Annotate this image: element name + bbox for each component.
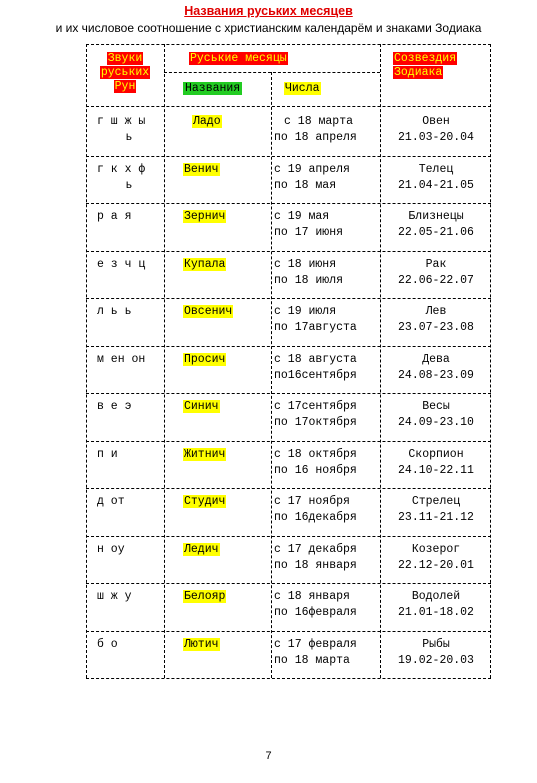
month-name: Белояр: [184, 590, 226, 603]
table-border-bottom: [86, 678, 491, 679]
header-names-label: Названия: [185, 82, 241, 95]
row-separator: [86, 393, 491, 394]
row-sounds: е з ч ц: [97, 258, 146, 271]
row-zodiac: Рыбы 19.02-20.03: [398, 638, 474, 667]
row-separator: [86, 346, 491, 347]
row-sounds: б о: [97, 638, 118, 651]
row-sounds: ш ж у: [97, 590, 132, 603]
row-numbers: с 18 августа по16сентября: [274, 353, 357, 382]
row-separator: [86, 536, 491, 537]
month-name: Просич: [184, 353, 226, 366]
row-zodiac: Весы 24.09-23.10: [398, 400, 474, 429]
row-numbers: с 19 мая по 17 июня: [274, 210, 344, 239]
header-names: [183, 82, 242, 96]
header-constellations-line1: Созвездия: [394, 52, 457, 65]
row-numbers: с 17 февраля по 18 марта: [274, 638, 357, 667]
row-sounds: н оу: [97, 543, 125, 556]
row-zodiac: Овен 21.03-20.04: [398, 115, 474, 144]
row-numbers: с 18 января по 16февраля: [274, 590, 357, 619]
row-numbers: с 19 июля по 17августа: [274, 305, 357, 334]
row-zodiac: Козерог 22.12-20.01: [398, 543, 474, 572]
header-months-label: Руськие месяцы: [190, 52, 287, 65]
row-sounds: л ь ь: [97, 305, 132, 318]
page-number: 7: [265, 750, 272, 762]
month-name: Лютич: [184, 638, 219, 651]
row-separator: [86, 203, 491, 204]
page-title: Названия руських месяцев: [184, 4, 353, 18]
row-separator: [86, 251, 491, 252]
row-separator: [86, 441, 491, 442]
row-numbers: с 17 ноября по 16декабря: [274, 495, 357, 524]
header-sounds-line1: Звуки: [107, 52, 143, 65]
header-subdivider: [164, 72, 380, 73]
row-zodiac: Лев 23.07-23.08: [398, 305, 474, 334]
row-separator: [86, 298, 491, 299]
header-bottom-line: [86, 106, 491, 107]
header-numbers: [284, 82, 321, 96]
row-zodiac: Скорпион 24.10-22.11: [398, 448, 474, 477]
row-zodiac: Водолей 21.01-18.02: [398, 590, 474, 619]
header-months: [189, 52, 288, 66]
row-numbers: с 18 марта по 18 апреля: [274, 115, 357, 144]
row-numbers: с 18 октября по 16 ноября: [274, 448, 357, 477]
row-sounds: г к х ф ь: [97, 163, 146, 192]
row-zodiac: Рак 22.06-22.07: [398, 258, 474, 287]
months-table: [86, 44, 491, 678]
row-sounds: р а я: [97, 210, 132, 223]
table-divider-names: [271, 72, 272, 678]
row-numbers: с 19 апреля по 18 мая: [274, 163, 350, 192]
row-numbers: с 18 июня по 18 июля: [274, 258, 344, 287]
row-separator: [86, 488, 491, 489]
month-name: Ладо: [193, 115, 221, 128]
month-name: Венич: [184, 163, 219, 176]
row-separator: [86, 583, 491, 584]
row-sounds: п и: [97, 448, 118, 461]
header-constellations-line2: Зодиака: [394, 66, 443, 79]
header-sounds-line2: руських: [100, 66, 150, 79]
header-sounds-line3: Рун: [114, 80, 136, 93]
month-name: Купала: [184, 258, 226, 271]
row-separator: [86, 156, 491, 157]
month-name: Ледич: [184, 543, 219, 556]
table-border-top: [86, 44, 491, 45]
month-name: Овсенич: [184, 305, 233, 318]
month-name: Житнич: [184, 448, 226, 461]
header-sounds: [92, 52, 158, 94]
month-name: Синич: [184, 400, 219, 413]
month-name: Зернич: [184, 210, 226, 223]
row-separator: [86, 631, 491, 632]
row-zodiac: Стрелец 23.11-21.12: [398, 495, 474, 524]
row-zodiac: Близнецы 22.05-21.06: [398, 210, 474, 239]
month-name: Студич: [184, 495, 226, 508]
row-zodiac: Телец 21.04-21.05: [398, 163, 474, 192]
row-sounds: д от: [97, 495, 125, 508]
header-constellations: [393, 52, 457, 80]
row-sounds: м ен он: [97, 353, 146, 366]
page-subtitle: и их числовое соотношение с христианским календарём и знаками Зодиака: [55, 21, 482, 35]
row-numbers: с 17 декабря по 18 января: [274, 543, 357, 572]
header-numbers-label: Числа: [285, 82, 320, 95]
row-sounds: г ш ж ы ь: [97, 115, 146, 144]
row-sounds: в е э: [97, 400, 132, 413]
row-zodiac: Дева 24.08-23.09: [398, 353, 474, 382]
row-numbers: с 17сентября по 17октября: [274, 400, 357, 429]
